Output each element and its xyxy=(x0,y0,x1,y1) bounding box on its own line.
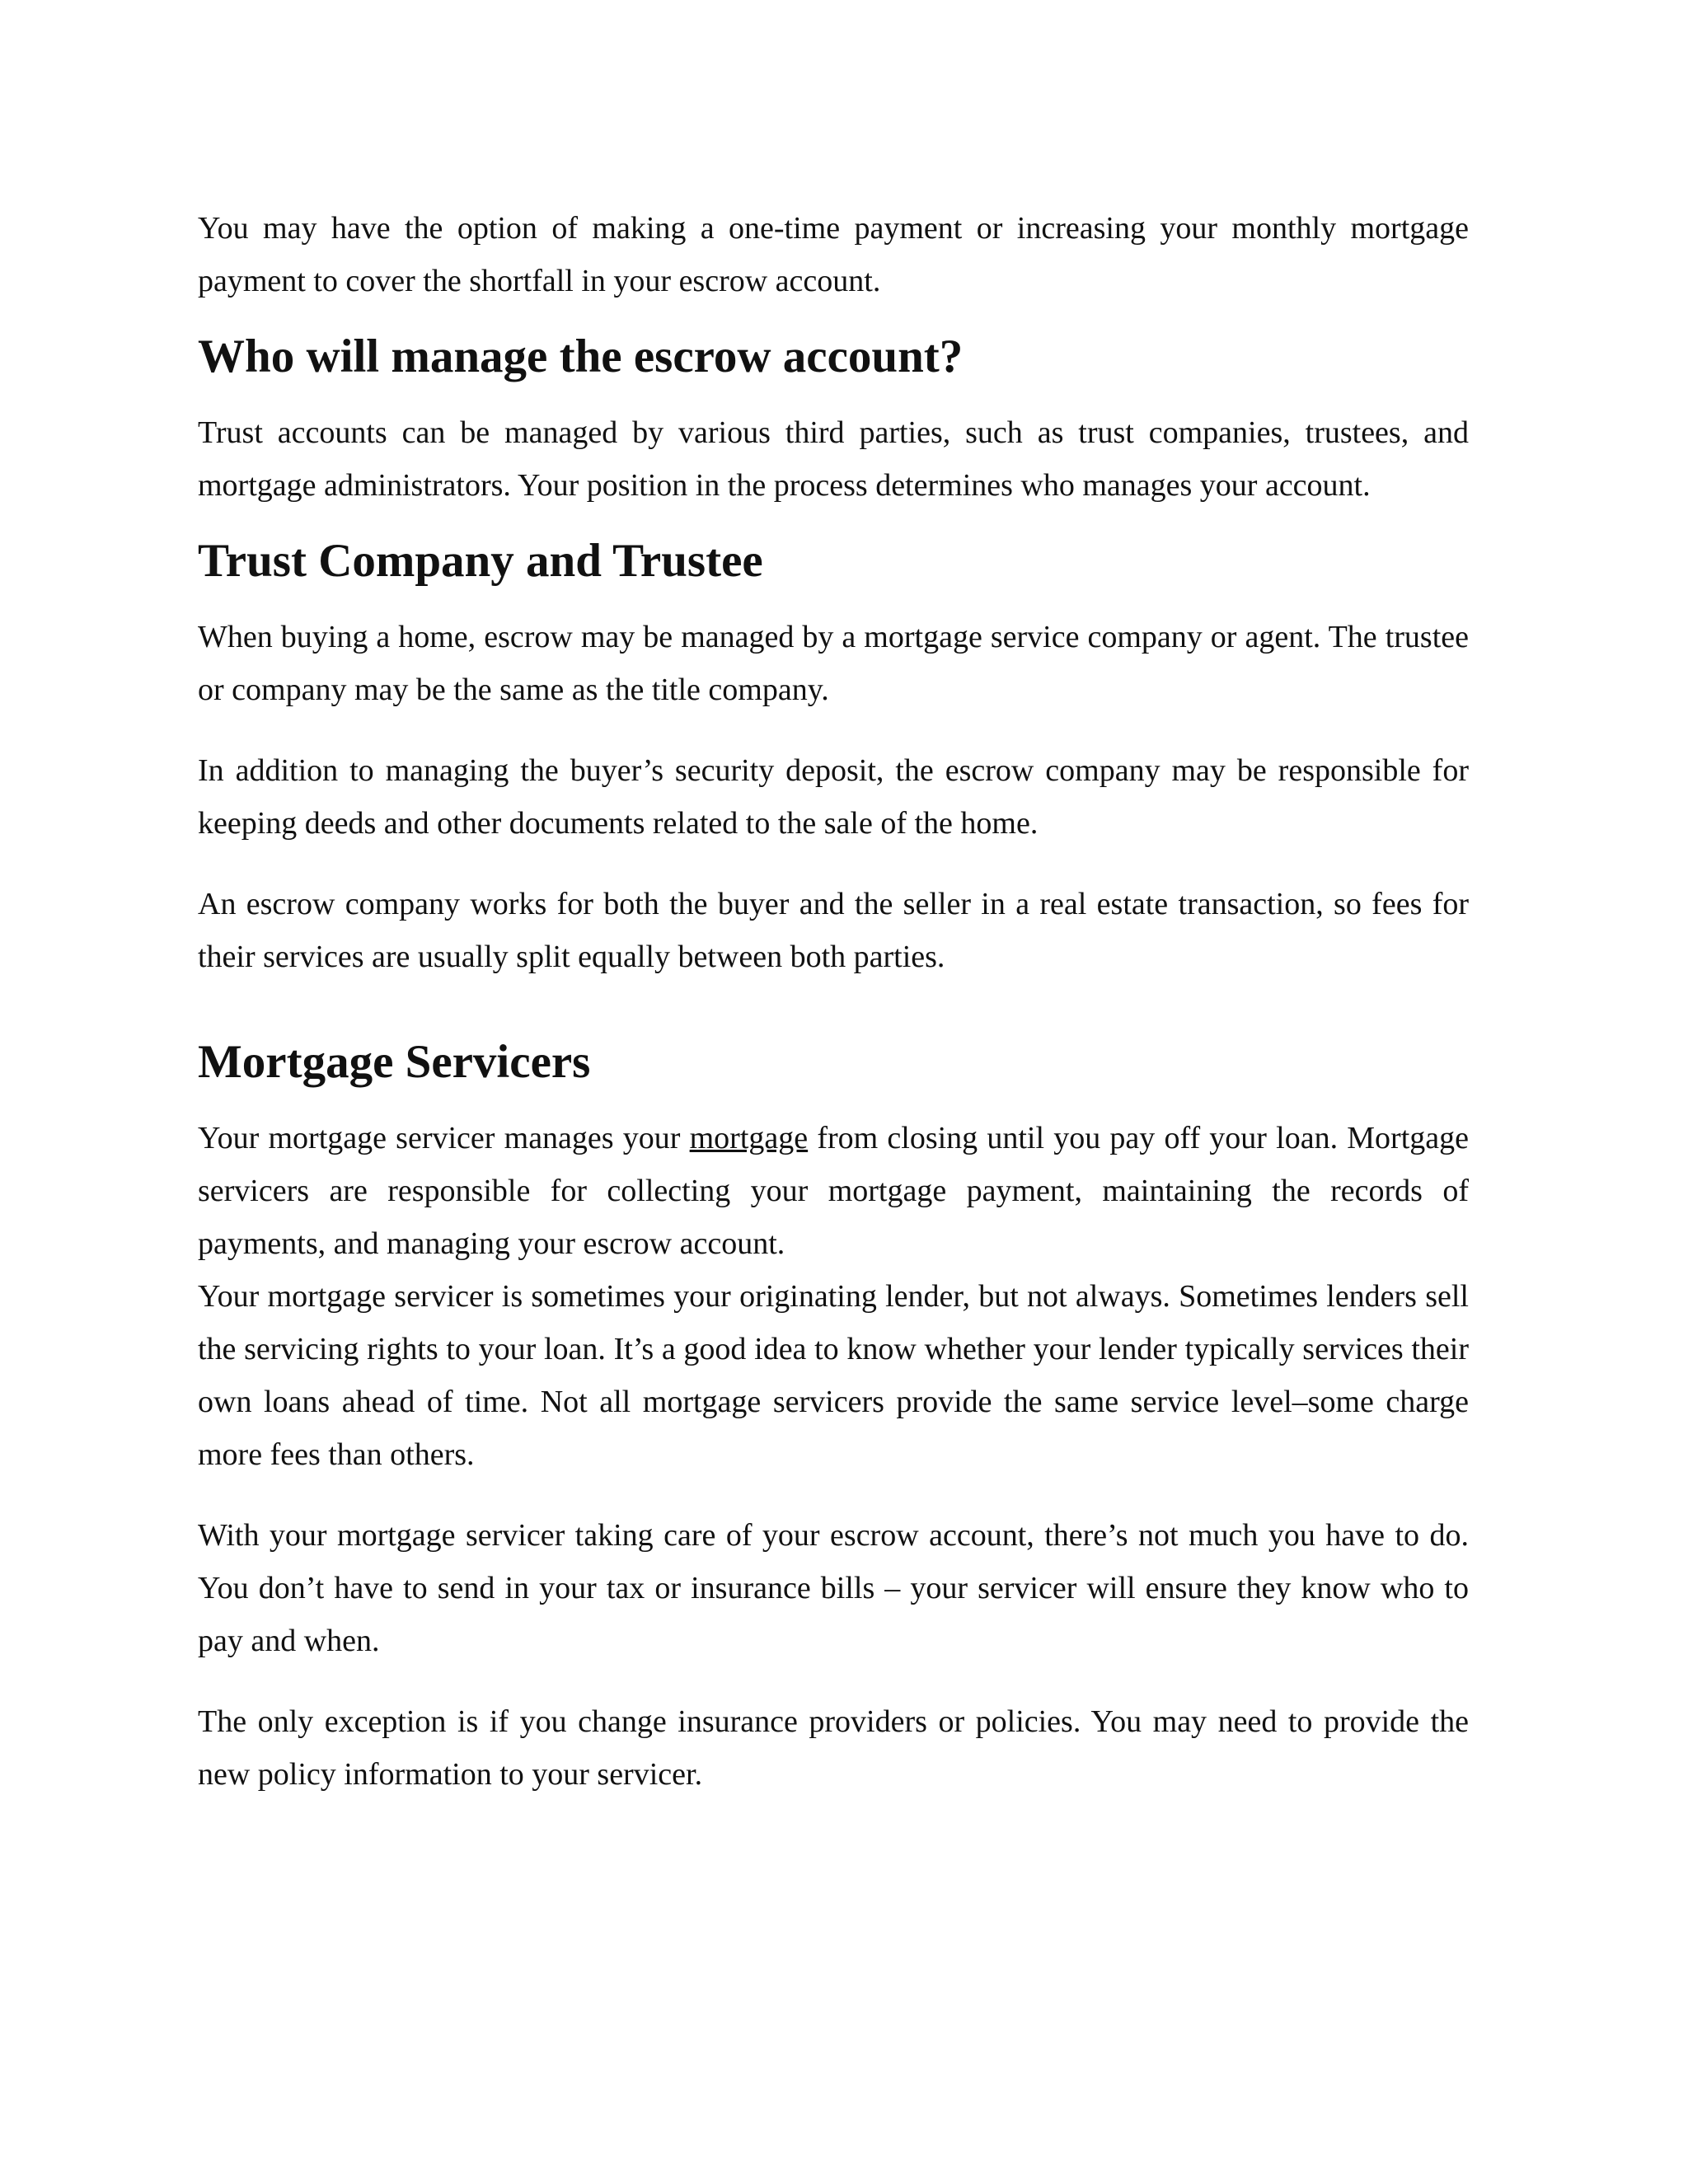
heading-mortgage-servicers: Mortgage Servicers xyxy=(198,1036,591,1088)
paragraph-trust-accounts: Trust accounts can be managed by various third parties, such as trust companies, trustees, and mortgage administrators. Your position in the process determines who manages your account. xyxy=(198,415,1469,503)
paragraph-servicer-role xyxy=(198,1112,1469,1270)
document-page xyxy=(198,202,1469,1801)
heading-trust-company: Trust Company and Trustee xyxy=(198,535,763,587)
mortgage-link[interactable]: mortgage xyxy=(689,1121,809,1155)
servicer-role-text-start: Your mortgage servicer manages your xyxy=(198,1121,690,1155)
paragraph-payment-options: You may have the option of making a one-time payment or increasing your monthly mortgage payment to cover the shortfall in your escrow account. xyxy=(198,211,1469,298)
servicer-role-text-end: from closing until you pay off your loan. Mortgage servicers are responsible for collecting your mortgage payment, maintaining the records of payments, and managing your escrow account. xyxy=(198,1121,1469,1261)
paragraph-buying-home: When buying a home, escrow may be managed by a mortgage service company or agent. The trustee or company may be the same as the title company. xyxy=(198,620,1469,707)
heading-who-manages: Who will manage the escrow account? xyxy=(198,330,964,382)
paragraph-originating-lender: Your mortgage servicer is sometimes your originating lender, but not always. Sometimes lenders sell the servicing rights to your loan. It’s a good idea to know whether your lender typically services their own loans ahead of time. Not all mortgage servicers provide the same service level–some charge more fees than others. xyxy=(198,1279,1469,1472)
paragraph-servicer-care: With your mortgage servicer taking care of your escrow account, there’s not much you have to do. You don’t have to send in your tax or insurance bills – your servicer will ensure they know who to pay and when. xyxy=(198,1518,1469,1658)
paragraph-escrow-fees: An escrow company works for both the buyer and the seller in a real estate transaction, so fees for their services are usually split equally between both parties. xyxy=(198,887,1469,974)
paragraph-security-deposit: In addition to managing the buyer’s security deposit, the escrow company may be responsible for keeping deeds and other documents related to the sale of the home. xyxy=(198,753,1469,841)
paragraph-exception: The only exception is if you change insurance providers or policies. You may need to provide the new policy information to your servicer. xyxy=(198,1704,1469,1792)
